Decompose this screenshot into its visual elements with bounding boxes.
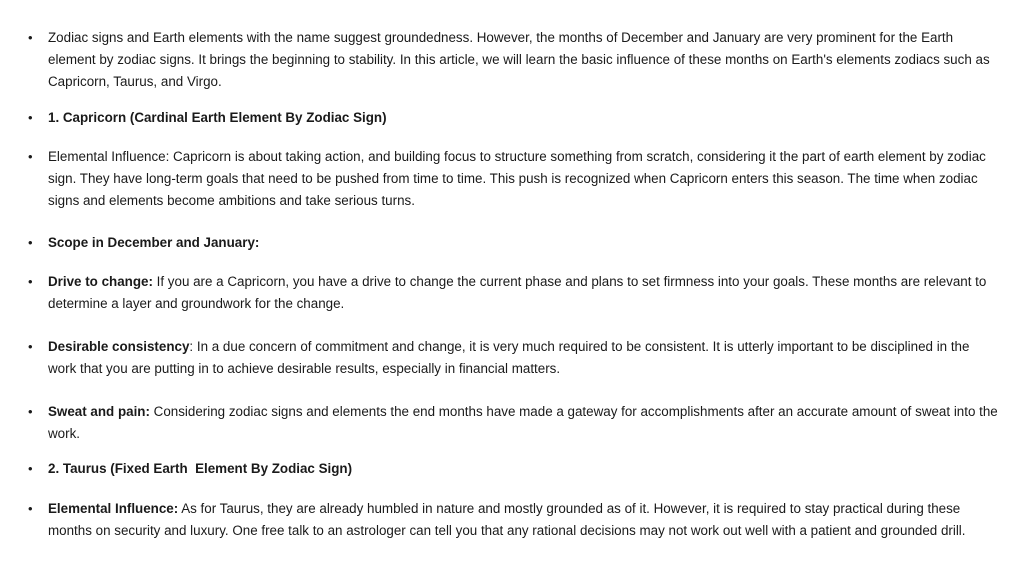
item-body-text: Elemental Influence: Capricorn is about taking action, and building focus to structure something from scratch, considering it the part of earth element by zodiac sign. They have long-term goals that need to be pushed from time to time. This push is recognized when Capricorn enters this season. The time when zodiac signs and elements become ambitions and take serious turns.	[48, 149, 986, 209]
item-text	[48, 401, 998, 445]
item-bold-text: Scope in December and January:	[48, 235, 260, 250]
item-bold-text: Elemental Influence:	[48, 501, 179, 516]
item-bold-text: 2. Taurus (Fixed Earth Element By Zodiac Sign)	[48, 461, 353, 476]
bullet-icon: •	[28, 461, 33, 476]
bullet-icon: •	[28, 110, 33, 125]
item-text	[48, 271, 998, 315]
item-text	[48, 458, 998, 480]
item-bold-text: 1. Capricorn (Cardinal Earth Element By Zodiac Sign)	[48, 110, 387, 125]
item-text	[48, 498, 998, 542]
item-body-text: As for Taurus, they are already humbled in nature and mostly grounded as of it. However, it is required to stay practical during these months on security and luxury. One free talk to an astrologer can tell you that any rational decisions may not work out well with a patient and grounded drill.	[48, 501, 966, 539]
item-body-text: : In a due concern of commitment and change, it is very much required to be consistent. It is utterly important to be disciplined in the work that you are putting in to achieve desirable results, especially in financial matters.	[48, 339, 970, 377]
item-text	[48, 107, 998, 129]
item-text	[48, 336, 998, 380]
bullet-icon: •	[28, 501, 33, 516]
item-body-text: If you are a Capricorn, you have a drive to change the current phase and plans to set firmness into your goals. These months are relevant to determine a layer and groundwork for the change.	[48, 274, 987, 312]
bullet-icon: •	[28, 149, 33, 164]
bullet-icon: •	[28, 339, 33, 354]
item-bold-text: Sweat and pain:	[48, 404, 150, 419]
item-text	[48, 232, 998, 254]
item-body-text: Considering zodiac signs and elements the end months have made a gateway for accomplishments after an accurate amount of sweat into the work.	[48, 404, 998, 442]
item-bold-text: Drive to change:	[48, 274, 153, 289]
item-bold-text: Desirable consistency	[48, 339, 190, 354]
bullet-icon: •	[28, 404, 33, 419]
bullet-icon: •	[28, 30, 33, 45]
item-body-text: Zodiac signs and Earth elements with the name suggest groundedness. However, the months of December and January are very prominent for the Earth element by zodiac signs. It brings the beginning to stability. In this article, we will learn the basic influence of these months on Earth's elements zodiacs such as Capricorn, Taurus, and Virgo.	[48, 30, 990, 90]
item-text	[48, 146, 998, 213]
bullet-icon: •	[28, 274, 33, 289]
item-text	[48, 27, 998, 94]
bullet-icon: •	[28, 235, 33, 250]
